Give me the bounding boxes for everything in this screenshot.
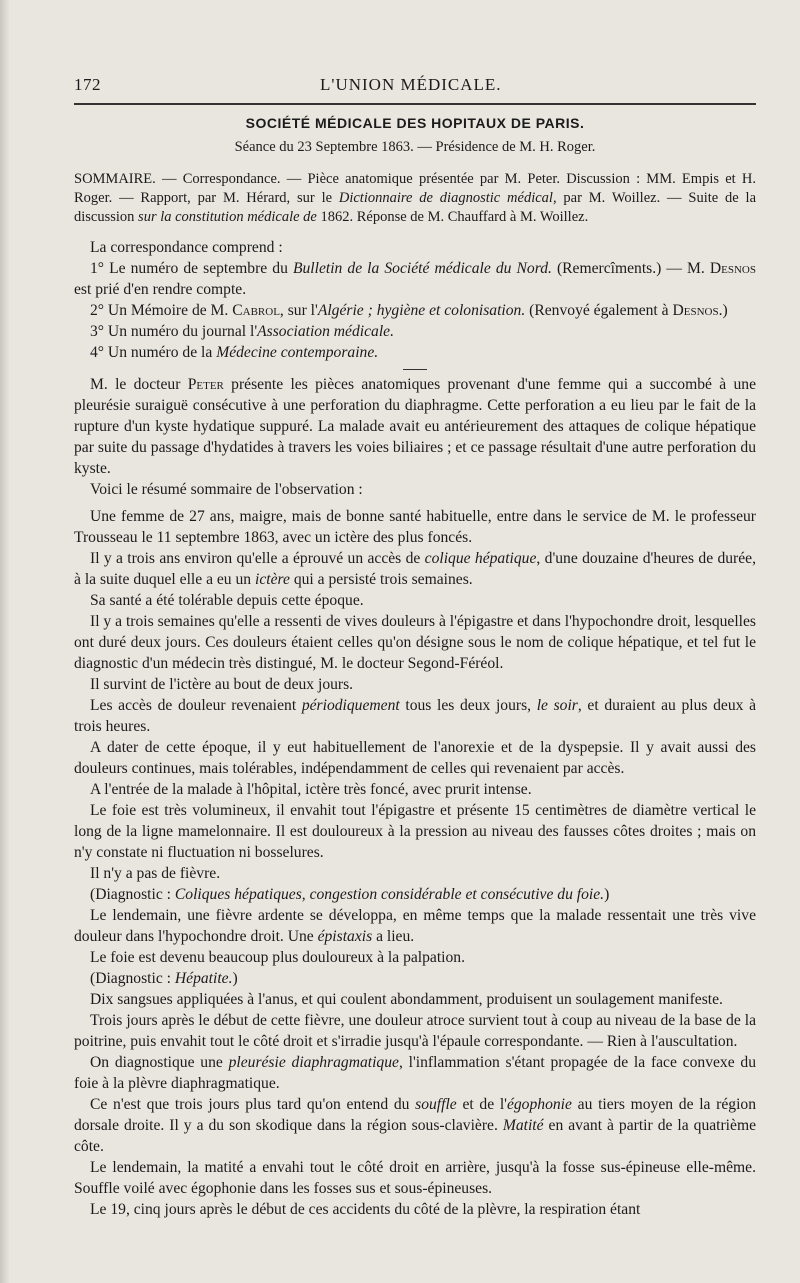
paragraph	[74, 800, 756, 863]
paragraph	[74, 968, 756, 989]
text: (Diagnostic :	[90, 886, 175, 903]
italic-text: pleurésie diaphragmatique	[228, 1054, 399, 1071]
name-smallcaps: Peter	[187, 376, 224, 393]
text: Les accès de douleur revenaient	[90, 697, 302, 714]
text: tous les deux jours,	[399, 697, 537, 714]
summary-text: , par M. Woillez. — Suite de la discussion	[74, 190, 757, 225]
paragraph	[74, 1199, 756, 1220]
italic-text: épistaxis	[317, 928, 373, 945]
paragraph	[74, 884, 756, 905]
name-smallcaps: Cabrol	[232, 302, 280, 319]
text: au tiers moyen de la région dorsale droite. Il y a du son skodique dans la région sous-clavière.	[74, 1096, 756, 1134]
italic-text: égophonie	[506, 1096, 572, 1113]
text: La correspondance comprend :	[90, 239, 283, 256]
text: a lieu.	[372, 928, 415, 945]
name-smallcaps: Desnos	[709, 260, 756, 277]
paragraph	[74, 1010, 756, 1052]
italic-text: ictère	[255, 571, 290, 588]
paragraph	[74, 1052, 756, 1094]
italic-text: Médecine contemporaine.	[216, 344, 379, 361]
paragraph	[74, 1157, 756, 1199]
summary-text: 1862. Réponse de M. Chauffard à M. Woillez.	[316, 209, 589, 225]
summary-italic: Dictionnaire de diagnostic médical	[338, 190, 553, 206]
running-title: L'UNION MÉDICALE.	[320, 75, 502, 94]
summary-text: SOMMAIRE. — Correspondance. — Pièce anatomique présentée par M. Peter. Discussion : MM. Empis et H. Roger. — Rapport, par M. Hérard, sur le	[74, 171, 756, 206]
text: présente les pièces anatomiques provenant d'une femme qui a succombé à une pleurésie suraiguë consécutive à une perforation du diaphragme. Cette perforation a eu lieu par le fait de la rupture d'un kyste hydatique suppuré. La malade avait eu antérieurement des attaques de colique hépatique par suite du passage d'hydatides à travers les voies biliaires ; et ce passage résultait d'une autre perforation du kyste.	[74, 376, 756, 477]
text: A l'entrée de la malade à l'hôpital, ictère très foncé, avec prurit intense.	[90, 781, 532, 798]
italic-text: Matité	[502, 1117, 544, 1134]
paragraph	[74, 479, 756, 500]
italic-text: Association médicale.	[257, 323, 394, 340]
paragraph	[74, 300, 756, 321]
text: Sa santé a été tolérable depuis cette époque.	[90, 592, 364, 609]
text: 2° Un Mémoire de M.	[90, 302, 233, 319]
paragraph	[74, 506, 756, 548]
text: Voici le résumé sommaire de l'observation :	[90, 481, 363, 498]
section-title: SOCIÉTÉ MÉDICALE DES HOPITAUX DE PARIS.	[245, 115, 585, 131]
paragraph	[74, 947, 756, 968]
text: .)	[718, 302, 728, 319]
text: 3° Un numéro du journal l'	[90, 323, 258, 340]
italic-text: Bulletin de la Société médicale du Nord.	[292, 260, 552, 277]
text: , l'inflammation s'étant propagée de la face convexe du foie à la plèvre diaphragmatique.	[74, 1054, 756, 1092]
session-line: Séance du 23 Septembre 1863. — Présidence de M. H. Roger.	[234, 139, 596, 155]
summary-italic: sur la constitution médicale de	[138, 209, 317, 225]
paragraph	[74, 779, 756, 800]
text: Le lendemain, une fièvre ardente se développa, en même temps que la malade ressentait une très vive douleur dans l'hypochondre droit. Une	[74, 907, 756, 945]
text: Le foie est très volumineux, il envahit tout l'épigastre et présente 15 centimètres de diamètre vertical le long de la ligne mamelonnaire. Il est douloureux à la pression au niveau des fausses côtes droites ; mais on n'y constate ni fluctuation ni bosselures.	[74, 802, 756, 861]
text: est prié d'en rendre compte.	[74, 281, 247, 298]
italic-text: Algérie ; hygiène et colonisation.	[317, 302, 526, 319]
text: et de l'	[456, 1096, 507, 1113]
paragraph	[74, 1094, 756, 1157]
text: Trois jours après le début de cette fièvre, une douleur atroce survient tout à coup au niveau de la base de la poitrine, puis envahit tout le côté droit et s'irradie jusqu'à l'épaule correspondante. — Rien à l'auscultation.	[74, 1012, 756, 1050]
paragraph	[74, 611, 756, 674]
text: Il n'y a pas de fièvre.	[90, 865, 221, 882]
text: A dater de cette époque, il y eut habituellement de l'anorexie et de la dyspepsie. Il y avait aussi des douleurs continues, mais tolérables, indépendamment de celles qui revenaient par accès.	[74, 739, 756, 777]
text: Une femme de 27 ans, maigre, mais de bonne santé habituelle, entre dans le service de M. le professeur Trousseau le 11 septembre 1863, avec un ictère des plus foncés.	[74, 508, 756, 546]
page-edge-shadow	[0, 0, 10, 1283]
page-header	[74, 70, 756, 100]
text: (Renvoyé également à	[525, 302, 673, 319]
name-smallcaps: Desnos	[672, 302, 719, 319]
paragraph	[74, 548, 756, 590]
paragraph	[74, 590, 756, 611]
text: , et duraient au plus deux à trois heures.	[74, 697, 756, 735]
text: (Diagnostic :	[90, 970, 175, 987]
italic-text: Hépatite.	[174, 970, 233, 987]
text: (Remercîments.) — M.	[551, 260, 710, 277]
paragraph	[74, 321, 756, 342]
text: Il survint de l'ictère au bout de deux jours.	[90, 676, 354, 693]
text: 1° Le numéro de septembre du	[90, 260, 293, 277]
italic-text: colique hépatique	[424, 550, 537, 567]
text: Ce n'est que trois jours plus tard qu'on entend du	[90, 1096, 416, 1113]
paragraph	[74, 737, 756, 779]
text: , d'une douzaine d'heures de durée, à la suite duquel elle a eu un	[74, 550, 756, 588]
text: Le foie est devenu beaucoup plus douloureux à la palpation.	[90, 949, 465, 966]
paragraph	[74, 905, 756, 947]
italic-text: le soir	[536, 697, 578, 714]
text: )	[604, 886, 610, 903]
summary	[74, 170, 756, 227]
text: Dix sangsues appliquées à l'anus, et qui coulent abondamment, produisent un soulagement manifeste.	[90, 991, 723, 1008]
text: M. le docteur	[90, 376, 188, 393]
paragraph	[74, 258, 756, 300]
text: qui a persisté trois semaines.	[289, 571, 473, 588]
section-separator	[403, 369, 427, 370]
paragraph	[74, 674, 756, 695]
italic-text: périodiquement	[301, 697, 400, 714]
page-number: 172	[74, 75, 101, 94]
article-body	[74, 237, 756, 1220]
italic-text: Coliques hépatiques, congestion considérable et consécutive du foie.	[174, 886, 605, 903]
text: Le 19, cinq jours après le début de ces accidents du côté de la plèvre, la respiration étant	[90, 1201, 641, 1218]
text: Il y a trois ans environ qu'elle a éprouvé un accès de	[90, 550, 425, 567]
text: 4° Un numéro de la	[90, 344, 217, 361]
paragraph	[74, 863, 756, 884]
text: en avant à partir de la quatrième côte.	[74, 1117, 756, 1155]
text: Il y a trois semaines qu'elle a ressenti de vives douleurs à l'épigastre et dans l'hypochondre droit, lesquelles ont duré deux jours. Ces douleurs étaient celles qu'on désigne sous le nom de colique hépatique, et tel fut le diagnostic d'un médecin très distingué, M. le docteur Segond-Féréol.	[74, 613, 756, 672]
paragraph	[74, 237, 756, 258]
paragraph	[74, 374, 756, 479]
text: )	[232, 970, 238, 987]
text: Le lendemain, la matité a envahi tout le côté droit en arrière, jusqu'à la fosse sus-épineuse elle-même. Souffle voilé avec égophonie dans les fosses sus et sous-épineuses.	[74, 1159, 756, 1197]
text: On diagnostique une	[90, 1054, 229, 1071]
paragraph	[74, 989, 756, 1010]
header-rule	[74, 103, 756, 105]
text: , sur l'	[279, 302, 318, 319]
italic-text: souffle	[415, 1096, 457, 1113]
paragraph	[74, 342, 756, 363]
paragraph	[74, 695, 756, 737]
